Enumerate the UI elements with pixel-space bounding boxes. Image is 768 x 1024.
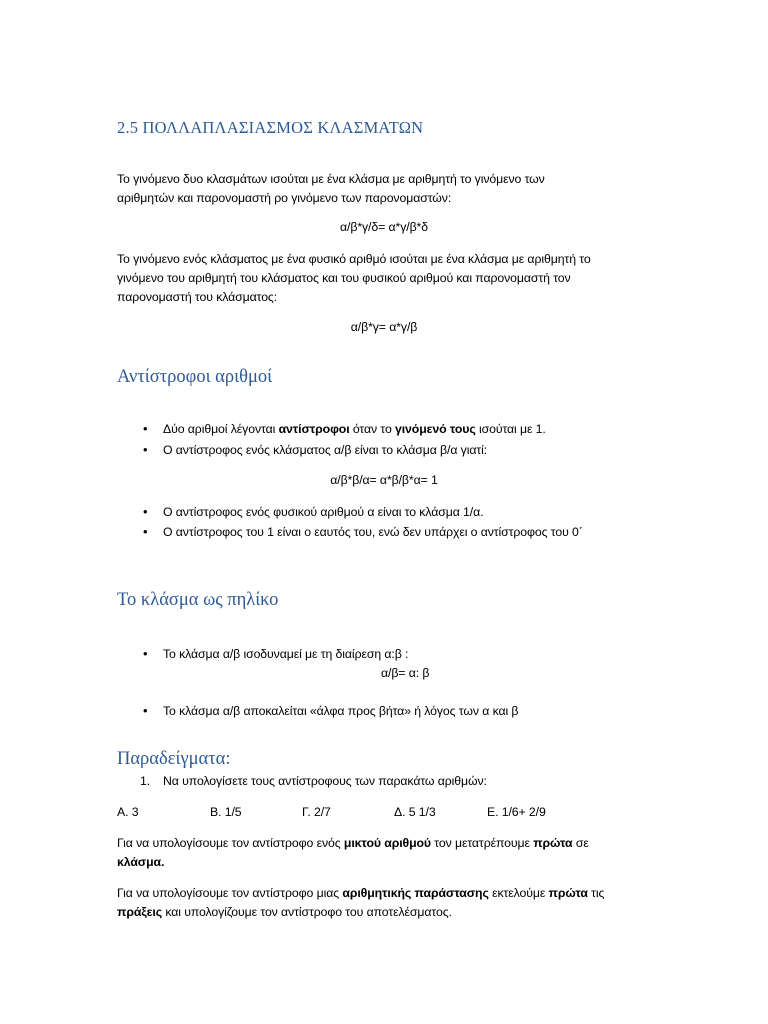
- choice-d: Δ. 5 1/3: [394, 805, 436, 819]
- bullet-icon: •: [143, 504, 148, 519]
- bullet-item-division: Το κλάσμα α/β ισοδυναμεί με τη διαίρεση α:β :: [163, 647, 409, 661]
- section-heading-examples: Παραδείγματα:: [117, 749, 231, 769]
- paragraph-line: Το γινόμενο δυο κλασμάτων ισούται με ένα κλάσμα με αριθμητή το γινόμενο των: [117, 172, 545, 186]
- paragraph-line: αριθμητών και παρονομαστή ρο γινόμενο των παρονομαστών:: [117, 191, 452, 205]
- bold-term: πρώτα: [548, 886, 588, 900]
- text-run: όταν το: [349, 422, 395, 436]
- paragraph-expression: [117, 884, 604, 903]
- bullet-icon: •: [143, 524, 148, 539]
- bold-term: πρώτα: [533, 836, 573, 850]
- text-run: σε: [572, 836, 589, 850]
- choice-e: Ε. 1/6+ 2/9: [487, 805, 546, 819]
- choice-a: Α. 3: [117, 805, 139, 819]
- bold-term: μικτού αριθμού: [343, 836, 431, 850]
- bullet-icon: •: [143, 703, 148, 718]
- bold-term: αριθμητικής παράστασης: [342, 886, 489, 900]
- section-heading-multiplication: 2.5 ΠΟΛΛΑΠΛΑΣΙΑΣΜΟΣ ΚΛΑΣΜΑΤΩΝ: [117, 118, 424, 137]
- formula-fraction-product: α/β*γ/δ= α*γ/β*δ: [340, 220, 428, 234]
- bullet-item-one-and-zero: Ο αντίστροφος του 1 είναι ο εαυτός του, ενώ δεν υπάρχει ο αντίστροφος του 0΄: [163, 525, 583, 539]
- paragraph-line: [117, 903, 452, 922]
- paragraph-line: Το γινόμενο ενός κλάσματος με ένα φυσικό αριθμό ισούται με ένα κλάσμα με αριθμητή το: [117, 252, 591, 266]
- paragraph-line: παρονομαστή του κλάσματος:: [117, 290, 278, 304]
- exercise-instruction: Να υπολογίσετε τους αντίστροφους των παρακάτω αριθμών:: [163, 774, 487, 788]
- text-run: και υπολογίζουμε τον αντίστροφο του αποτελέσματος.: [162, 905, 452, 919]
- bold-term: πράξεις: [117, 905, 163, 919]
- text-run: Δύο αριθμοί λέγονται: [163, 422, 279, 436]
- paragraph-mixed-number: [117, 834, 589, 853]
- bullet-item-ratio: Το κλάσμα α/β αποκαλείται «άλφα προς βήτα» ή λόγος των α και β: [163, 704, 519, 718]
- bullet-icon: •: [143, 421, 148, 436]
- text-run: ισούται με 1.: [475, 422, 546, 436]
- choice-b: Β. 1/5: [210, 805, 242, 819]
- text-run: Για να υπολογίσουμε τον αντίστροφο μιας: [117, 886, 343, 900]
- formula-reciprocal-product: α/β*β/α= α*β/β*α= 1: [330, 473, 438, 487]
- bold-term: γινόμενό τους: [395, 422, 476, 436]
- section-heading-reciprocals: Αντίστροφοι αριθμοί: [117, 367, 273, 387]
- paragraph-line: [117, 853, 164, 872]
- bullet-item-fraction-reciprocal: Ο αντίστροφος ενός κλάσματος α/β είναι το κλάσμα β/α γιατί:: [163, 443, 488, 457]
- bold-term: κλάσμα.: [117, 855, 165, 869]
- formula-fraction-times-natural: α/β*γ= α*γ/β: [350, 320, 418, 334]
- text-run: τις: [587, 886, 605, 900]
- bullet-item-reciprocal-definition: [163, 420, 546, 439]
- formula-division: α/β= α: β: [381, 666, 430, 680]
- bold-term: αντίστροφοι: [278, 422, 350, 436]
- list-number: 1.: [140, 774, 151, 788]
- choice-c: Γ. 2/7: [302, 805, 331, 819]
- bullet-icon: •: [143, 442, 148, 457]
- bullet-item-natural-reciprocal: Ο αντίστροφος ενός φυσικού αριθμού α είναι το κλάσμα 1/α.: [163, 505, 484, 519]
- paragraph-line: γινόμενο του αριθμητή του κλάσματος και του φυσικού αριθμού και παρονομαστή τον: [117, 271, 571, 285]
- text-run: τον μετατρέπουμε: [430, 836, 534, 850]
- text-run: Για να υπολογίσουμε τον αντίστροφο ενός: [117, 836, 344, 850]
- text-run: εκτελούμε: [488, 886, 549, 900]
- section-heading-quotient: Το κλάσμα ως πηλίκο: [117, 590, 279, 610]
- bullet-icon: •: [143, 646, 148, 661]
